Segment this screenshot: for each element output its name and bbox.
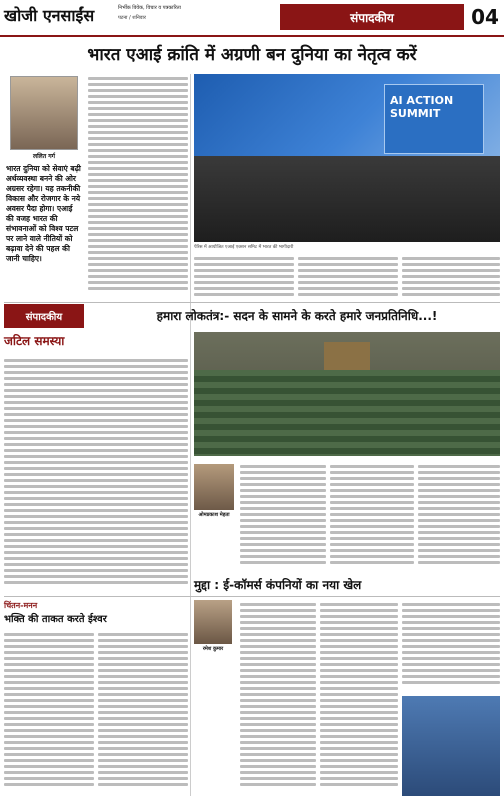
summit-photo [194,74,500,242]
third-body-col-1 [240,600,316,796]
parliament-benches [194,370,500,456]
masthead: खोजी एनसाईंस [4,6,95,25]
page-header [0,0,504,38]
masthead-tagline: निर्भीक विवेक, विचार व पत्रकारिता [118,5,181,11]
editorial-body [4,356,188,592]
editorial-byline: जटिल समस्या [4,334,65,348]
summit-banner-text: AI ACTION SUMMIT [390,94,454,120]
author-name: ललित गर्ग [33,153,55,160]
bottom-left-headline: भक्ति की ताकत करते ईश्वर [4,614,107,625]
third-headline: मुद्दा : ई-कॉमर्स कंपनियों का नया खेल [194,578,362,592]
section-divider [4,302,500,303]
bottom-left-body-col-1 [4,630,94,796]
section-divider-2 [4,596,500,597]
section-banner: संपादकीय [280,4,464,30]
editorial-tag: संपादकीय [4,304,84,328]
header-rule [0,35,504,37]
photo-caption: पेरिस में आयोजित एआई एक्शन समिट में भारत की भागीदारी [194,245,294,250]
author-photo [10,76,78,150]
second-author-photo [194,464,234,510]
lead-headline: भारत एआई क्रांति में अग्रणी बन दुनिया का नेतृत्व करें [87,45,417,65]
column-divider [190,74,191,796]
lead-body-col-4 [402,254,500,302]
third-author-photo [194,600,232,644]
date-line: पटना / शनिवार [118,15,146,21]
parliament-photo [194,332,500,456]
bottom-left-tag: चिंतन-मनन [4,601,38,610]
page-number: 04 [471,5,499,29]
second-headline: हमारा लोकतंत्र:- सदन के सामने के करते हमारे जनप्रतिनिधि...! [156,309,438,323]
second-body-col-3 [418,462,500,570]
second-story-strip [4,304,500,328]
third-body-col-3 [402,600,500,692]
pull-quote: भारत दुनिया को सेवाएं बढ़ी अर्थव्यवस्था बनने की ओर अग्रसर रहेगा। यह तकनीकी विकास और रोजगार के नये अवसर पैदा होगा। एआई की वजह भारत की संभावनाओं को विश्व पटल पर लाने वाले नीतियों को बढ़ावा देने की पहल की जानी चाहिए। [6,164,81,263]
second-body-col-1 [240,462,326,570]
lead-body-col-3 [298,254,398,302]
lead-profile [4,74,84,304]
lead-body-col-2 [194,254,294,302]
third-author-name: रमेश कुमार [202,646,224,652]
second-body-col-2 [330,462,414,570]
second-author-name: ओमप्रकाश मेहता [198,512,230,518]
speaker-chair [324,342,370,370]
lead-body-col-1 [88,74,188,300]
ecommerce-photo [402,696,500,796]
third-body-col-2 [320,600,398,796]
bottom-left-body-col-2 [98,630,188,796]
summit-attendees [194,156,500,242]
